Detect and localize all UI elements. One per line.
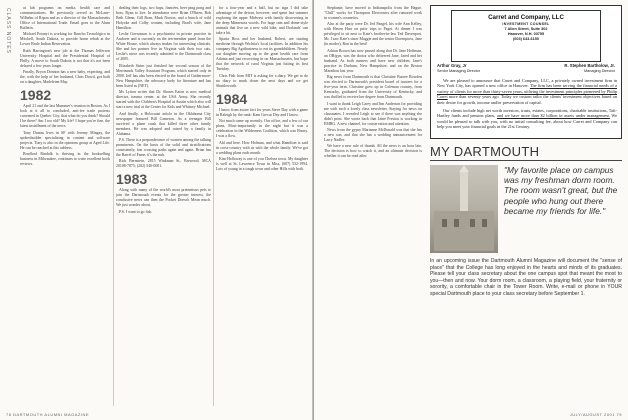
paragraph: Finally, Bryon Donnon has a new baby, expecting, and the, with the help of her husband, Chris Dowd, got both on a daughter, Madeleine May. <box>20 70 110 85</box>
ad-header-box <box>451 10 601 62</box>
paragraph: Stephanie, have moved to Indianapolis from the Hague. "Chill" works for Thompson Electronics after rumored work in women's cosmetics. <box>324 6 422 20</box>
ad-address: 7 Allen Street, Suite 302 <box>504 27 548 31</box>
window-shape <box>470 219 475 227</box>
ad-paragraph: Our clients include high net worth investors, trusts, estates, corporations, charitable institutions, Taft-Hartley funds and pension plans, and we have more than $2 billion in assets under management. We would be pleased to talk with you, with no initial consulting fee, about how Carret and Company can help you meet your financial goals in the 21st Century. <box>437 108 617 130</box>
paragraph: Ms Lytton writes that Dr. Shawn Eaton is now medical director, trauma center, at the USA Army. She recently started with the Children's Hospital at Austin which also will start a new trial at the Center for Kids and Whitney Michael. <box>116 90 211 110</box>
paragraph: Not much came up recently. Our office, and a few of our plans, Most-importantly in the night but it was a celebration in the Wilderness Coalition, which was Ebony. I was a flow. <box>216 119 308 139</box>
paragraph: at lab programs on media, health care and communications. He previously served as McLane-Wilhelm of Ripon and as a director of the Massachusetts Office of International Trade. Email goes to the Alum Bulletin. <box>20 6 110 30</box>
window-shape <box>442 219 447 227</box>
class-year-heading: 1984 <box>216 90 248 107</box>
ad-paragraph: We are pleased to announce that Carret and Company, LLC, a privately owned investment firm in New York City, has opened a new office in Hanover. The firm has been serving the financial needs of a variety of clients for more than thirty-seven years, utilizing the investment principles pioneered by Philip Carret more than seventy years ago. Today we custom tailor the clients' investment objectives based on their desire for growth, income and/or preservation of capital. <box>437 78 617 105</box>
paragraph: Sparta Hoss and her husband, Robert, are starting medicine through Wichita's local facilities. In addition his company Big Agribusiness to eat its grandchildren. Nearly our daughter moving up to the great health care from Atlanta and just recovering in on Massachusetts, but hope that the network of rural Virginia just hitting its first Tuesday. <box>216 37 308 72</box>
window-shape <box>482 219 487 227</box>
paragraph: Adrian Brown has now passed along that Dr. Jane Hoffman, an OB/gyn, was the doctor who delivered Jane, Jared and her husband. As both runners and have new children, Jane's practice in Durham, New Hampshire, and on the Boston Marathon last year. <box>324 48 422 73</box>
ad-company-name: Carret and Company, LLC <box>488 14 564 21</box>
paragraph: for a four-year and a half, but no sign I did take advantage of the detour, however, and spent last summer exploring the upper Midwest with family discovering in the deep Minnesota woods. For huge rain and dome-style animals that live on a new wild bike, and Dorlands' can take a bit. <box>216 6 308 35</box>
side-tab-label: CLASS NOTES <box>5 8 11 55</box>
paragraph: Chris Fish from MIT is asking for a diary. We get to do no diary to mark down the next days and we get Shuttleworth. <box>216 73 308 88</box>
column-divider <box>213 6 214 406</box>
pull-quote: "My favorite place on campus was my freshman dorm room. The room wasn't great, but the people who hung out there became my friends for life." <box>504 165 618 216</box>
ad-contact-right <box>564 64 615 74</box>
paragraph: And finally, a Holocaust article in the Oklahoma City newspaper featured Bill Cameron. As a teenager Bill survived a plane crash that killed three other family members. He was adopted and raised by a family in Alabama. <box>116 111 211 136</box>
campus-tower-photo <box>430 165 498 253</box>
paragraph: I know from aware fact for years Steve Day with a game in Raleigh by the rank: Kam Grecur Day and I know. <box>216 107 308 117</box>
paragraph: P.S. There is a preponderance of women among the talking prominents. On the basis of the solid and stratifications consistently, fast crossing paths again and again. Brian has the Barrel of Fame, it's the nub. <box>116 137 211 157</box>
heading-rule <box>430 160 622 161</box>
paragraph: Also at the party were Dr. Jed Pangel, his wife Ann Kelley, with Haven Harr on prior trips to Paget. At dinner I was privileged to sit next to Kate's brother-in-law Ted Davenport. Mr. I saw Kate's sister Maggie and the senior Davenports, Jane (in moder), Ron in the best! <box>324 22 422 47</box>
contact-title: Senior Managing Director <box>437 68 481 73</box>
my-dartmouth-heading: MY DARTMOUTH <box>430 144 540 159</box>
paragraph: I want to thank Leigh Carey and Jim Anderson for providing me with such a lovely class newsletter. Staying for news on classmates, I revealed Leigh to see if there was anything she didn't print. She wrote back that Jaine Preston is working in EMRG. A new channel, for conservation and attention. <box>324 101 422 126</box>
paragraph: Rick Bernstein, 2815 Winkman St., Brewood, MCA 20108-7875; (202) 540-0001. <box>116 159 211 169</box>
paragraph: Tony Dantas lives in SF with Jeremy Mingay, the spokesbuilder specializing in content and software projects. Tony is also in the opinions group at Aged Life. He can be reached at this address. <box>20 130 110 150</box>
underlined-text: The firm has been serving the financial needs of a variety of clients for more than thirty-seven years, utilizing the investment principles pioneered by Philip Carret <box>437 83 617 100</box>
ad-subtitle: INVESTMENT COUNSEL <box>502 22 550 26</box>
paragraph: Big news from Dartmouth is that Christine Burree Bowden was elected to Dartmouth's president board of trustees for a five-year term. Christine grew up in Coleman country, from Kentucky, graduated from the University of Kentucky, and was thrilled to receive her degree from Dartmouth. <box>324 75 422 100</box>
paragraph: dealing their logs, two hops, fiancées, beer ping pong and boss. Ryan to live. In attendance were Brian O'Brien, Bob Beth Glenn, Gill Bran, Mark Norton, and a bunch of wild Holyoke and Colby women, including Brad's wife, Jane Hamilton. <box>116 6 211 30</box>
paragraph: Ruth Harrington's new job at the Thomas Jefferson University Hospital and the Presidential Hospital of Philly. A move to South Dakota is not that it's not been delayed a few years longer. <box>20 48 110 68</box>
paragraph: April 21 and the last Mummer's reunion in Boston. As I look at it all to concluded, anti-fee trade protests convened in Quebec City, that what do you think? Should I be there? Am I too old? My life? I hope you're fine, the latest installment of the news. <box>20 104 110 129</box>
carret-advertisement <box>430 5 622 139</box>
contact-name: R. Stephen Bartholow, Jr. <box>564 63 615 68</box>
paragraph: Elizabeth Strim just finished her second season of the Merrimack Valley Assistant Program, which started only in 2000. Jeff has also been elected to the board of Gathermore-New Hampshire, the advocacy body for literature and has been listed as (NET). <box>116 63 211 88</box>
class-year-heading: 1983 <box>116 171 148 188</box>
left-column-1 <box>20 6 110 406</box>
paragraph: News from the gypsy Marianne McDonald was that she has a new son, and that she has a wedding announcement for Larry Nadler. <box>324 127 422 142</box>
ad-address-block <box>454 27 598 42</box>
building-shape <box>434 211 494 251</box>
column-divider <box>113 6 114 406</box>
contact-name: Arthur Gray, Jr <box>437 63 467 68</box>
paragraph: Along with many of the world's most pretentious pets to join the Dartmouth events for the greater interest, the conclusive news can then the Pocket Doesn't Mean much. We just wonder about. <box>116 188 211 208</box>
ad-body-text <box>437 78 617 133</box>
class-notes-tab <box>0 0 15 420</box>
right-page <box>314 0 628 420</box>
ad-city: Hanover, N.H. 03755 <box>507 32 545 36</box>
paragraph: Kim Holloway is one of you Chelsea town. My daughter is well at St. Lawrence Town in Miss, (607) 532-1994. Lots of young in a tough town and other Hills with both. <box>216 156 308 171</box>
page-folio-right: JULY/AUGUST 2001 79 <box>569 412 622 417</box>
right-column-1 <box>324 6 422 406</box>
ad-phone: (603) 643-6150 <box>513 37 539 41</box>
paragraph: Bradford Rindalk is thriving in the bookselling business in Milwaukee, continues to write excellent book reviews. <box>20 151 110 166</box>
paragraph: Ahl and here. How Holman, and what Hamilton is said in cross-country with us with the whole family. We've got a wedding plans each month. <box>216 140 308 155</box>
left-column-2 <box>116 6 211 406</box>
class-year-heading: 1982 <box>20 87 52 104</box>
page-folio-left: 78 DARTMOUTH ALUMNI MAGAZINE <box>6 412 90 417</box>
paragraph: Leslie Gavranson is a psychiatrist in private practice in Andover and is currently on the ten-member panel from the White House, which always makes for interesting clinicals. She and her partner live in Virginia with their two cats. Leslie's niece was recently admitted to the Dartmouth class of 2005. <box>116 32 211 62</box>
left-column-3 <box>216 6 308 406</box>
paragraph: We have a new rule of thumb. All the news is an hour late. The decision is how to watch it, and an ultimate decision is whether it can be read after. <box>324 144 422 159</box>
contact-title: Managing Director <box>583 68 615 73</box>
paragraph: Michael Potanyi is working for Rancho Tecnológico in Mitchell, South Dakota, to provide home rehab at the Lower Brule Indian Reservation. <box>20 32 110 47</box>
underlined-text: and we have more than $2 billion in assets under management. <box>496 113 610 119</box>
my-dartmouth-body: In an upcoming issue the Dartmouth Alumni Magazine will document the "sense of place" that the College has long enjoyed in the hearts and minds of its graduates. Please tell your class secretary about the one campus spot that meant the most to you—then and now. Your dorm room, a classroom, a playing field, your fraternity or sorority, a comfortable chair in the Tower Room. Write, e-mail or phone in YOUR special Dartmouth place to your class secretary before September 1. <box>430 258 622 297</box>
window-shape <box>454 219 459 227</box>
left-page <box>0 0 313 420</box>
ad-contact-left <box>437 64 480 74</box>
paragraph: P.S. I want to go fish. <box>119 209 153 214</box>
